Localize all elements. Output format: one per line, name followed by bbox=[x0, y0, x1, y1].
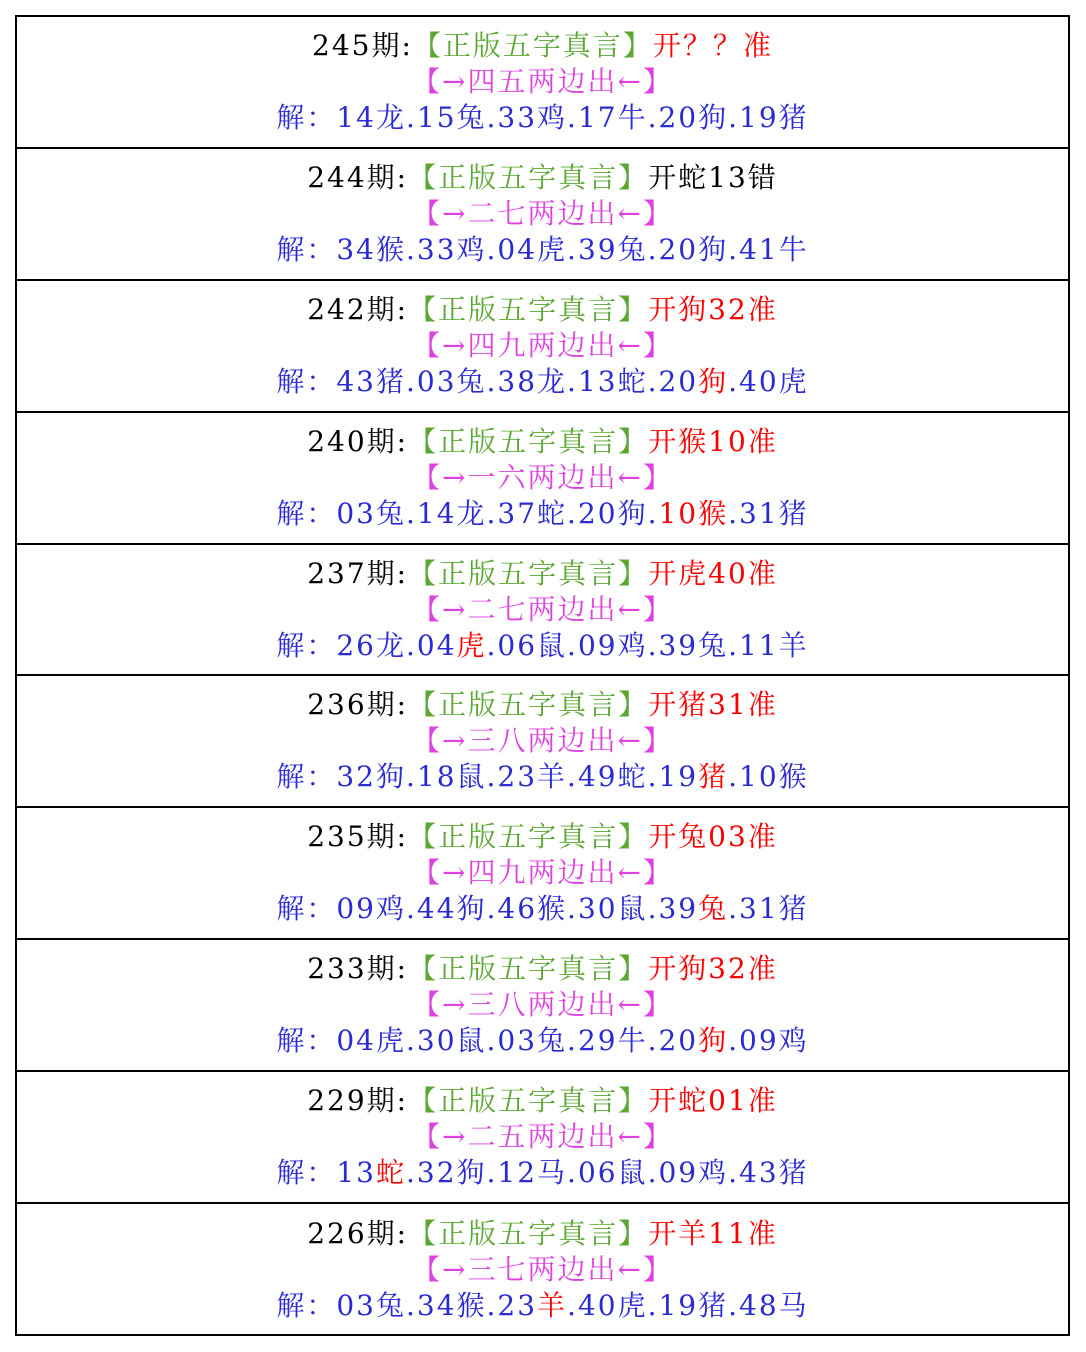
hint-line bbox=[17, 328, 1068, 364]
headline bbox=[17, 28, 1068, 64]
solution-hit: 兔 bbox=[698, 892, 729, 926]
issue-number: 244期: bbox=[307, 160, 409, 194]
solution-hit: 狗 bbox=[698, 1024, 729, 1058]
solution-hit: 蛇 bbox=[375, 1156, 406, 1190]
title-label: 【正版五字真言】 bbox=[408, 1084, 649, 1118]
headline bbox=[17, 819, 1068, 855]
hint-line bbox=[17, 1119, 1068, 1155]
solution-line bbox=[17, 759, 1068, 795]
result-label: 开狗32准 bbox=[648, 952, 778, 986]
table-row bbox=[17, 676, 1068, 808]
hint-line bbox=[17, 723, 1068, 759]
solution-text: .32狗.12马.06鼠.09鸡.43猪 bbox=[406, 1156, 809, 1190]
result-label: 开羊11准 bbox=[648, 1216, 778, 1250]
solution-hit: 狗 bbox=[698, 364, 729, 398]
hint-line bbox=[17, 460, 1068, 496]
issue-number: 235期: bbox=[307, 820, 409, 854]
hint-text: 【→一六两边出←】 bbox=[412, 460, 673, 494]
solution-text: 03兔.14龙.37蛇.20狗. bbox=[336, 496, 659, 530]
hint-text: 【→四九两边出←】 bbox=[412, 328, 673, 362]
result-label: 开狗32准 bbox=[648, 292, 778, 326]
title-label: 【正版五字真言】 bbox=[408, 160, 649, 194]
solution-text: 26龙.04 bbox=[336, 628, 457, 662]
hint-line bbox=[17, 592, 1068, 628]
solution-line bbox=[17, 1288, 1068, 1324]
headline bbox=[17, 424, 1068, 460]
result-label: 开蛇13错 bbox=[648, 160, 778, 194]
table-row bbox=[17, 940, 1068, 1072]
headline bbox=[17, 292, 1068, 328]
headline bbox=[17, 160, 1068, 196]
solution-text: .40虎 bbox=[728, 364, 809, 398]
solution-label: 解： bbox=[276, 1156, 337, 1190]
solution-text: .31猪 bbox=[728, 496, 809, 530]
headline bbox=[17, 1216, 1068, 1252]
hint-text: 【→三八两边出←】 bbox=[412, 724, 673, 758]
issue-number: 237期: bbox=[307, 556, 409, 590]
issue-number: 226期: bbox=[307, 1216, 409, 1250]
headline bbox=[17, 556, 1068, 592]
solution-line bbox=[17, 891, 1068, 927]
prediction-table bbox=[15, 15, 1070, 1336]
solution-line bbox=[17, 496, 1068, 532]
solution-line bbox=[17, 628, 1068, 664]
solution-label: 解： bbox=[276, 496, 337, 530]
solution-line bbox=[17, 232, 1068, 268]
title-label: 【正版五字真言】 bbox=[408, 556, 649, 590]
result-label: 开蛇01准 bbox=[648, 1084, 778, 1118]
headline bbox=[17, 687, 1068, 723]
solution-label: 解： bbox=[276, 364, 337, 398]
solution-text: 04虎.30鼠.03兔.29牛.20 bbox=[336, 1024, 699, 1058]
solution-label: 解： bbox=[276, 760, 337, 794]
hint-text: 【→二五两边出←】 bbox=[412, 1120, 673, 1154]
table-row bbox=[17, 808, 1068, 940]
hint-text: 【→三七两边出←】 bbox=[412, 1252, 673, 1286]
headline bbox=[17, 951, 1068, 987]
result-label: 开兔03准 bbox=[648, 820, 778, 854]
solution-text: 32狗.18鼠.23羊.49蛇.19 bbox=[336, 760, 699, 794]
title-label: 【正版五字真言】 bbox=[408, 688, 649, 722]
table-row bbox=[17, 545, 1068, 677]
headline bbox=[17, 1083, 1068, 1119]
solution-text: .09鸡 bbox=[728, 1024, 809, 1058]
title-label: 【正版五字真言】 bbox=[408, 820, 649, 854]
issue-number: 242期: bbox=[307, 292, 409, 326]
solution-text: .06鼠.09鸡.39兔.11羊 bbox=[486, 628, 809, 662]
solution-line bbox=[17, 1155, 1068, 1191]
issue-number: 229期: bbox=[307, 1084, 409, 1118]
issue-number: 236期: bbox=[307, 688, 409, 722]
solution-label: 解： bbox=[276, 892, 337, 926]
table-row bbox=[17, 413, 1068, 545]
solution-hit: 羊 bbox=[537, 1288, 568, 1322]
result-label: 开猪31准 bbox=[648, 688, 778, 722]
title-label: 【正版五字真言】 bbox=[408, 292, 649, 326]
solution-text: .31猪 bbox=[728, 892, 809, 926]
table-row bbox=[17, 1204, 1068, 1336]
solution-text: .40虎.19猪.48马 bbox=[567, 1288, 809, 1322]
solution-hit: 猪 bbox=[698, 760, 729, 794]
solution-label: 解： bbox=[276, 232, 337, 266]
hint-text: 【→三八两边出←】 bbox=[412, 988, 673, 1022]
table-row bbox=[17, 1072, 1068, 1204]
hint-line bbox=[17, 1252, 1068, 1288]
solution-hit: 虎 bbox=[456, 628, 487, 662]
table-row bbox=[17, 17, 1068, 149]
result-label: 开虎40准 bbox=[648, 556, 778, 590]
solution-label: 解： bbox=[276, 1288, 337, 1322]
hint-line bbox=[17, 64, 1068, 100]
title-label: 【正版五字真言】 bbox=[408, 1216, 649, 1250]
solution-line bbox=[17, 1023, 1068, 1059]
hint-line bbox=[17, 196, 1068, 232]
title-label: 【正版五字真言】 bbox=[408, 424, 649, 458]
result-label: 开猴10准 bbox=[648, 424, 778, 458]
issue-number: 245期: bbox=[312, 28, 413, 62]
hint-text: 【→四九两边出←】 bbox=[412, 856, 673, 890]
table-row bbox=[17, 149, 1068, 281]
solution-text: 34猴.33鸡.04虎.39兔.20狗.41牛 bbox=[336, 232, 809, 266]
solution-hit: 10猴 bbox=[658, 496, 729, 530]
hint-text: 【→二七两边出←】 bbox=[412, 592, 673, 626]
solution-text: .10猴 bbox=[728, 760, 809, 794]
solution-line bbox=[17, 100, 1068, 136]
hint-text: 【→二七两边出←】 bbox=[412, 196, 673, 230]
solution-text: 14龙.15兔.33鸡.17牛.20狗.19猪 bbox=[336, 100, 809, 134]
solution-label: 解： bbox=[276, 100, 337, 134]
solution-text: 13 bbox=[336, 1156, 376, 1190]
hint-line bbox=[17, 855, 1068, 891]
result-label: 开？？准 bbox=[652, 28, 773, 62]
hint-text: 【→四五两边出←】 bbox=[412, 64, 673, 98]
solution-text: 03兔.34猴.23 bbox=[336, 1288, 538, 1322]
solution-text: 09鸡.44狗.46猴.30鼠.39 bbox=[336, 892, 699, 926]
title-label: 【正版五字真言】 bbox=[412, 28, 653, 62]
hint-line bbox=[17, 987, 1068, 1023]
issue-number: 233期: bbox=[307, 952, 409, 986]
solution-label: 解： bbox=[276, 628, 337, 662]
table-row bbox=[17, 281, 1068, 413]
title-label: 【正版五字真言】 bbox=[408, 952, 649, 986]
issue-number: 240期: bbox=[307, 424, 409, 458]
solution-label: 解： bbox=[276, 1024, 337, 1058]
solution-text: 43猪.03兔.38龙.13蛇.20 bbox=[336, 364, 699, 398]
solution-line bbox=[17, 364, 1068, 400]
